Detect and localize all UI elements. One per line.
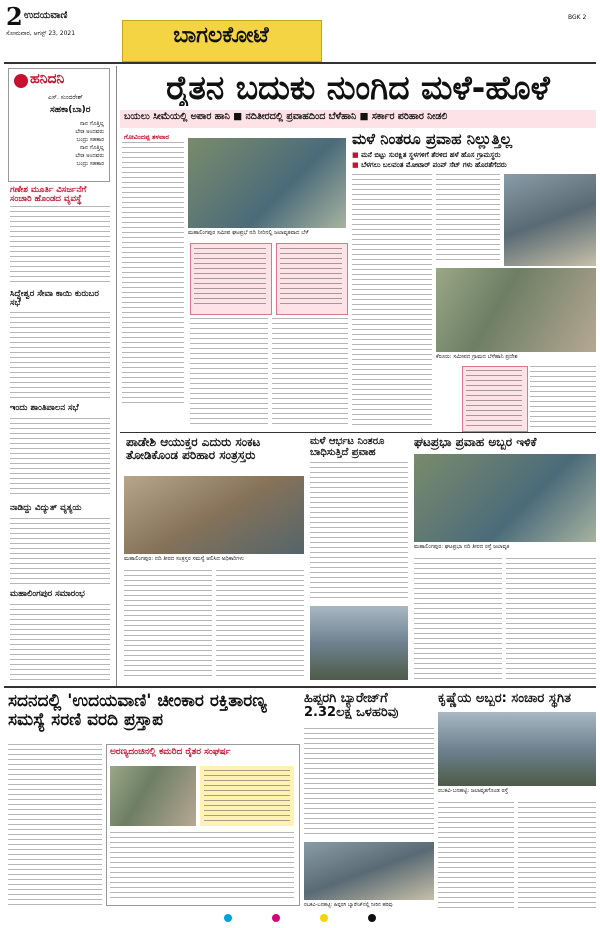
bottom-right-photo	[438, 712, 596, 786]
left-story2-body	[10, 312, 110, 398]
header-rule	[4, 62, 596, 64]
yellow-dot-icon	[320, 914, 328, 922]
center-head: ಮಳೆ ಆರ್ಭಟ ನಿಂತರೂ ಬಾಧಿಸುತ್ತಿದೆ ಪ್ರವಾಹ	[310, 436, 385, 458]
bullet-text: ಮನೆ ಬಿಟ್ಟು ಸುರಕ್ಷಿತ ಸ್ಥಳಗಳಿಗೆ ತೆರಳಿದ ಹಳೆ ಹೊಸ ಗ್ರಾಮಸ್ಥರು	[361, 151, 501, 159]
poem-line: ಬಂದ್ರು ಸಹಕಾರ	[76, 137, 104, 143]
right-col3	[530, 366, 596, 428]
right-bullets	[352, 150, 596, 170]
bullet-icon: ■	[352, 151, 362, 159]
poem-line: ಬಂದ್ರು ಸಹಕಾರ	[76, 161, 104, 167]
bullet-icon: ■	[352, 161, 362, 169]
section-title: ಬಾಗಲಕೋಟೆ	[173, 23, 269, 48]
right-mid-photo	[414, 454, 596, 542]
bottom-right-col2	[518, 802, 596, 908]
main-col1	[122, 142, 184, 407]
right-mid-caption: ಮಹಾಲಿಂಗಪುರ: ಘಟಪ್ರಭಾ ನದಿ ತೀರದ ರಸ್ತೆ ಜಲಾವೃತ	[414, 544, 510, 550]
bottom-center-photo	[304, 842, 434, 900]
bottom-left-box-text	[110, 832, 294, 900]
hanidani-author: ಎಸ್. ಸುಂದರೇಶ್	[48, 94, 83, 101]
mid-col2	[216, 570, 304, 680]
left-story3-title: ಇಂದು ಶಾಂತಿಪಾಲನ ಸಭೆ	[10, 403, 79, 413]
main-photo-caption: ಮಹಾಲಿಂಗಪುರ ಸಮೀಪ ಘಟಪ್ರಭೆ ನದಿ ನೀರಿನಲ್ಲಿ ಜಲಾವೃತವಾದ ಬೆಳೆ	[188, 230, 309, 236]
left-story3-body	[10, 418, 110, 498]
right-quote-text	[466, 370, 522, 426]
right-col1	[352, 174, 432, 428]
brand-name: ಉದಯವಾಣಿ	[24, 10, 68, 21]
column-divider	[116, 66, 117, 686]
black-dot-icon	[368, 914, 376, 922]
bottom-left-col	[8, 744, 102, 908]
mid-rule	[120, 432, 596, 433]
right-mid-head: ಘಟಪ್ರಭಾ ಪ್ರವಾಹ ಅಬ್ಬರ ಇಳಿಕೆ	[414, 435, 537, 449]
hanidani-logo-icon	[14, 74, 28, 88]
quote-box-1-text	[194, 248, 266, 308]
right-photo-caption: ಕೆರೂರು: ಸಮೀಪದ ಗ್ರಾಮದ ಬೆಳೆಹಾನಿ ಪ್ರದೇಶ	[436, 354, 518, 360]
bottom-left-box-head: ಅರಣ್ಯದಂಚಿನಲ್ಲಿ ಕಮರಿದ ರೈತರ ಸಂಘರ್ಷ	[110, 747, 231, 757]
bullet-text: ಬೆಳಗಲು ಬಲವಂತ ಮೋಟಾರ್ ಪಂಪ್ ಸೆಟ್ ಗಳು ಹೊರತೆಗೆದರು	[361, 161, 507, 169]
poem-line: ಬೇಡ ಅಂದವರು	[75, 129, 104, 135]
quote-box-2-text	[280, 248, 342, 308]
mid-story-head: ಪಾಡೇಶಿ ಆಯುಕ್ತರ ಎದುರು ಸಂಕಟ ತೋಡಿಕೊಂಡ ಪರಿಹಾರ ಸಂತ್ರಸ್ತರು	[126, 435, 261, 463]
mid-photo	[124, 476, 304, 554]
bottom-left-head: ಸದನದಲ್ಲಿ 'ಉದಯವಾಣಿ' ಚೀಂಕಾರ ರಕ್ತಿತಾರಣ್ಯ ಸಮಸ್ಯೆ ಸರಣಿ ವರದಿ ಪ್ರಸ್ತಾಪ	[8, 691, 267, 730]
left-story2-title: ಸಿದ್ದೇಶ್ವರ ಸೇವಾ ಕಾಯಿ ಕುರುಬರ ಸಭೆ	[10, 289, 99, 309]
bottom-center-col	[304, 728, 434, 838]
main-headline: ರೈತನ ಬದುಕು ನುಂಗಿದ ಮಳೆ-ಹೊಳೆ	[166, 70, 550, 107]
right-mid-col1	[414, 558, 502, 680]
mid-col1	[124, 570, 212, 680]
registration-marks	[96, 914, 504, 922]
mid-photo-caption: ಮಹಾಲಿಂಗಪುರ: ನದಿ ತೀರದ ಸಂತ್ರಸ್ತರ ಸಮಸ್ಯೆ ಆಲಿಸಿದ ಅಧಿಕಾರಿಗಳು	[124, 556, 244, 562]
poem-lines	[60, 120, 104, 168]
page-number: 2	[6, 2, 23, 31]
left-story5-title: ಮಹಾಲಿಂಗಪುರ ಸಮಾರಂಭ	[10, 589, 85, 599]
left-story1-body	[10, 206, 110, 284]
bottom-right-col1	[438, 802, 514, 908]
main-col2	[190, 318, 268, 428]
bottom-rule	[4, 686, 596, 688]
left-story4-title: ನಾಡಿದ್ದು ವಿದ್ಯುತ್ ವ್ಯತ್ಯಯ	[10, 503, 82, 513]
left-story5-body	[10, 604, 110, 684]
right-head: ಮಳೆ ನಿಂತರೂ ಪ್ರವಾಹ ನಿಲ್ಲುತ್ತಿಲ್ಲ	[352, 130, 513, 148]
bottom-left-box-image	[110, 766, 196, 826]
poem-line: ನಾನ ಗೊತ್ತಿಲ್ಲ	[79, 145, 104, 151]
bullet-item	[352, 160, 596, 170]
bottom-left-box-note-text	[204, 770, 290, 822]
main-col3	[272, 318, 348, 428]
bottom-right-caption: ರಬಕವಿ-ಬನಹಟ್ಟಿ: ಜಲಾವೃತಗೊಂಡ ರಸ್ತೆ	[438, 788, 509, 794]
right-photo-wide	[436, 268, 596, 352]
subheadline: ಬಯಲು ಸೀಮೆಯಲ್ಲಿ ಅಪಾರ ಹಾನಿ ■ ನದಿತೀರದಲ್ಲಿ ಪ್ರವಾಹದಿಂದ ಬೆಳೆಹಾನಿ ■ ಸರ್ಕಾರ ಪರಿಹಾರ ನೀಡಲಿ	[124, 112, 448, 122]
bottom-center-caption: ರಬಕವಿ-ಬನಹಟ್ಟಿ: ಹಿಪ್ಪರಗಿ ಬ್ಯಾರೇಜ್‌ನಲ್ಲಿ ನೀರಿನ ಹರಿವು	[304, 902, 393, 908]
kicker: ಗೋವಿಂದಪ್ಪ ತಳವಾರ	[124, 133, 169, 141]
poem-line: ನಾನ ಗೊತ್ತಿಲ್ಲ	[79, 121, 104, 127]
right-col2	[436, 174, 500, 264]
left-story1-title: ಗಣೇಶ ಮೂರ್ತಿ ವಿಸರ್ಜನೆಗೆ ಸಂಚಾರಿ ಹೊಂಡದ ವ್ಯವಸ್ಥೆ	[10, 185, 87, 205]
right-mid-col2	[506, 558, 596, 680]
bottom-center-head: ಹಿಪ್ಪರಗಿ ಬ್ಯಾರೇಜ್‌ಗೆ 2.32ಲಕ್ಷ ಒಳಹರಿವು	[304, 691, 399, 721]
poem-title: ಸಹಕಾ(ಬಾ)ರ	[50, 105, 91, 115]
center-col	[310, 462, 408, 602]
left-story4-body	[10, 518, 110, 584]
bullet-item	[352, 150, 596, 160]
right-photo	[504, 174, 596, 266]
magenta-dot-icon	[272, 914, 280, 922]
main-photo	[188, 138, 346, 228]
poem-line: ಬೇಡ ಅಂದವರು	[75, 153, 104, 159]
cyan-dot-icon	[224, 914, 232, 922]
center-photo	[310, 606, 408, 680]
issue-date: ಸೋಮವಾರ, ಆಗಸ್ಟ್ 23, 2021	[6, 30, 76, 37]
section-code: BGK 2	[568, 14, 587, 21]
hanidani-logo: ಹನಿದನಿ	[30, 71, 65, 87]
bottom-right-head: ಕೃಷ್ಣೆಯ ಅಬ್ಬರ: ಸಂಚಾರ ಸ್ಥಗಿತ	[438, 691, 572, 706]
